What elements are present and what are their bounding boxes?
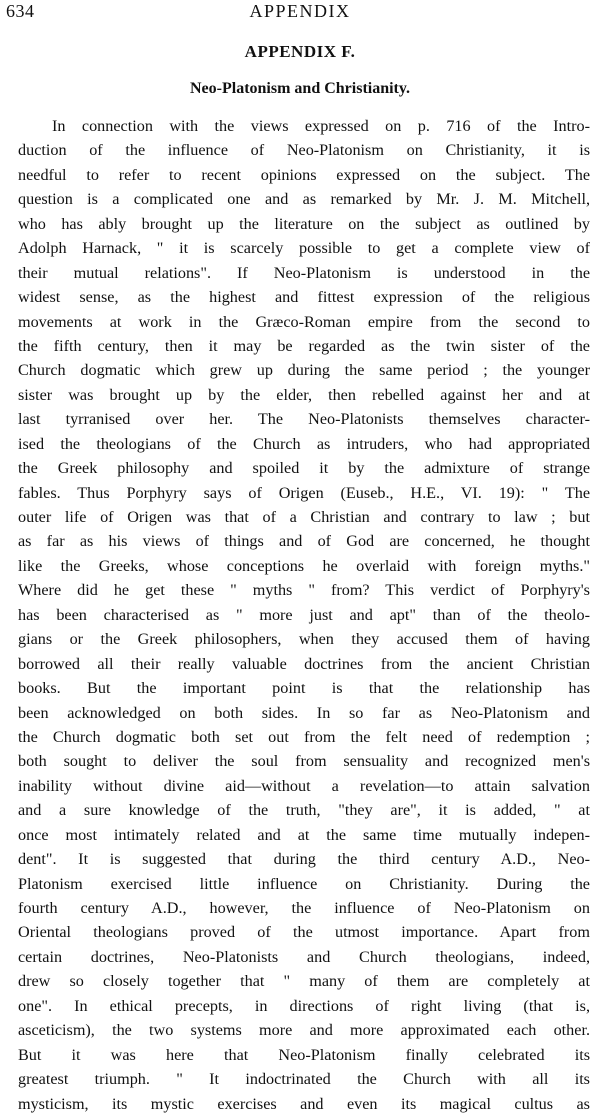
body-text-line: question is a complicated one and as remarked by Mr. J. M. Mitchell, <box>18 190 590 209</box>
body-text-line: Where did he get these " myths " from? This verdict of Porphyry's <box>18 581 590 600</box>
running-title: APPENDIX <box>249 1 351 21</box>
body-text-line: Oriental theologians proved of the utmost importance. Apart from <box>18 923 590 942</box>
body-text-line: once most intimately related and at the same time mutually indepen- <box>18 825 590 844</box>
page-number: 634 <box>6 1 35 21</box>
body-text-line: has been characterised as " more just and apt" than of the theolo- <box>18 605 590 624</box>
body-text-line: borrowed all their really valuable doctrines from the ancient Christian <box>18 654 590 673</box>
body-text-line: movements at work in the Græco-Roman empire from the second to <box>18 312 590 331</box>
body-text-line: one". In ethical precepts, in directions of right living (that is, <box>18 996 590 1015</box>
body-text-line: the Greek philosophy and spoiled it by the admixture of strange <box>18 459 590 478</box>
body-text-line: their mutual relations". If Neo-Platonism is understood in the <box>18 263 590 282</box>
body-text-line: certain doctrines, Neo-Platonists and Church theologians, indeed, <box>18 947 590 966</box>
body-text-line: books. But the important point is that the relationship has <box>18 679 590 698</box>
body-text-line: inability without divine aid—without a revelation—to attain salvation <box>18 776 590 795</box>
body-text-line: Platonism exercised little influence on Christianity. During the <box>18 874 590 893</box>
body-text-line: fourth century A.D., however, the influence of Neo-Platonism on <box>18 899 590 917</box>
body-text-line: drew so closely together that " many of them are completely at <box>18 972 590 991</box>
section-heading: Neo-Platonism and Christianity. <box>189 80 410 97</box>
body-text-line: sister was brought up by the elder, then rebelled against her and at <box>18 385 590 404</box>
body-text-line: mysticism, its mystic exercises and even its magical cultus as <box>18 1094 590 1113</box>
body-text-line: asceticism), the two systems more and more approximated each other. <box>18 1021 590 1040</box>
appendix-heading: APPENDIX F. <box>244 42 356 61</box>
body-text-line: gians or the Greek philosophers, when they accused them of having <box>18 630 590 649</box>
body-text-line: greatest triumph. " It indoctrinated the Church with all its <box>18 1070 590 1089</box>
body-text-line: and a sure knowledge of the truth, "they are", it is added, " at <box>18 801 590 820</box>
body-text-line: the Church dogmatic both set out from the felt need of redemption ; <box>18 727 590 746</box>
body-text-line: fables. Thus Porphyry says of Origen (Euseb., H.E., VI. 19): " The <box>18 483 590 502</box>
body-text-line: duction of the influence of Neo-Platonism on Christianity, it is <box>18 141 590 160</box>
body-text-line: Adolph Harnack, " it is scarcely possible to get a complete view of <box>18 239 590 258</box>
body-text-line: both sought to deliver the soul from sensuality and recognized men's <box>18 752 590 771</box>
body-text-line: been acknowledged on both sides. In so far as Neo-Platonism and <box>18 703 590 722</box>
body-text-line: ised the theologians of the Church as intruders, who had appropriated <box>18 434 590 453</box>
body-text-line: In connection with the views expressed on p. 716 of the Intro- <box>52 117 590 135</box>
body-text <box>18 114 590 1116</box>
body-text-line: last tyrranised over her. The Neo-Platonists themselves character- <box>18 410 590 429</box>
body-text-line: the fifth century, then it may be regarded as the twin sister of the <box>18 336 590 355</box>
body-text-line: who has ably brought up the literature on the subject as outlined by <box>18 214 590 233</box>
running-header <box>0 1 600 23</box>
body-text-line: widest sense, as the highest and fittest expression of the religious <box>18 288 590 307</box>
body-text-line: needful to refer to recent opinions expressed on the subject. The <box>18 165 590 184</box>
body-text-line: But it was here that Neo-Platonism finally celebrated its <box>18 1045 590 1064</box>
body-text-line: outer life of Origen was that of a Christian and contrary to law ; but <box>18 508 590 526</box>
body-text-line: Church dogmatic which grew up during the same period ; the younger <box>18 361 590 380</box>
body-text-line: as far as his views of things and of God are concerned, he thought <box>18 532 590 551</box>
body-text-line: like the Greeks, whose conceptions he overlaid with foreign myths." <box>18 556 590 575</box>
body-text-line: dent". It is suggested that during the third century A.D., Neo- <box>18 850 590 869</box>
